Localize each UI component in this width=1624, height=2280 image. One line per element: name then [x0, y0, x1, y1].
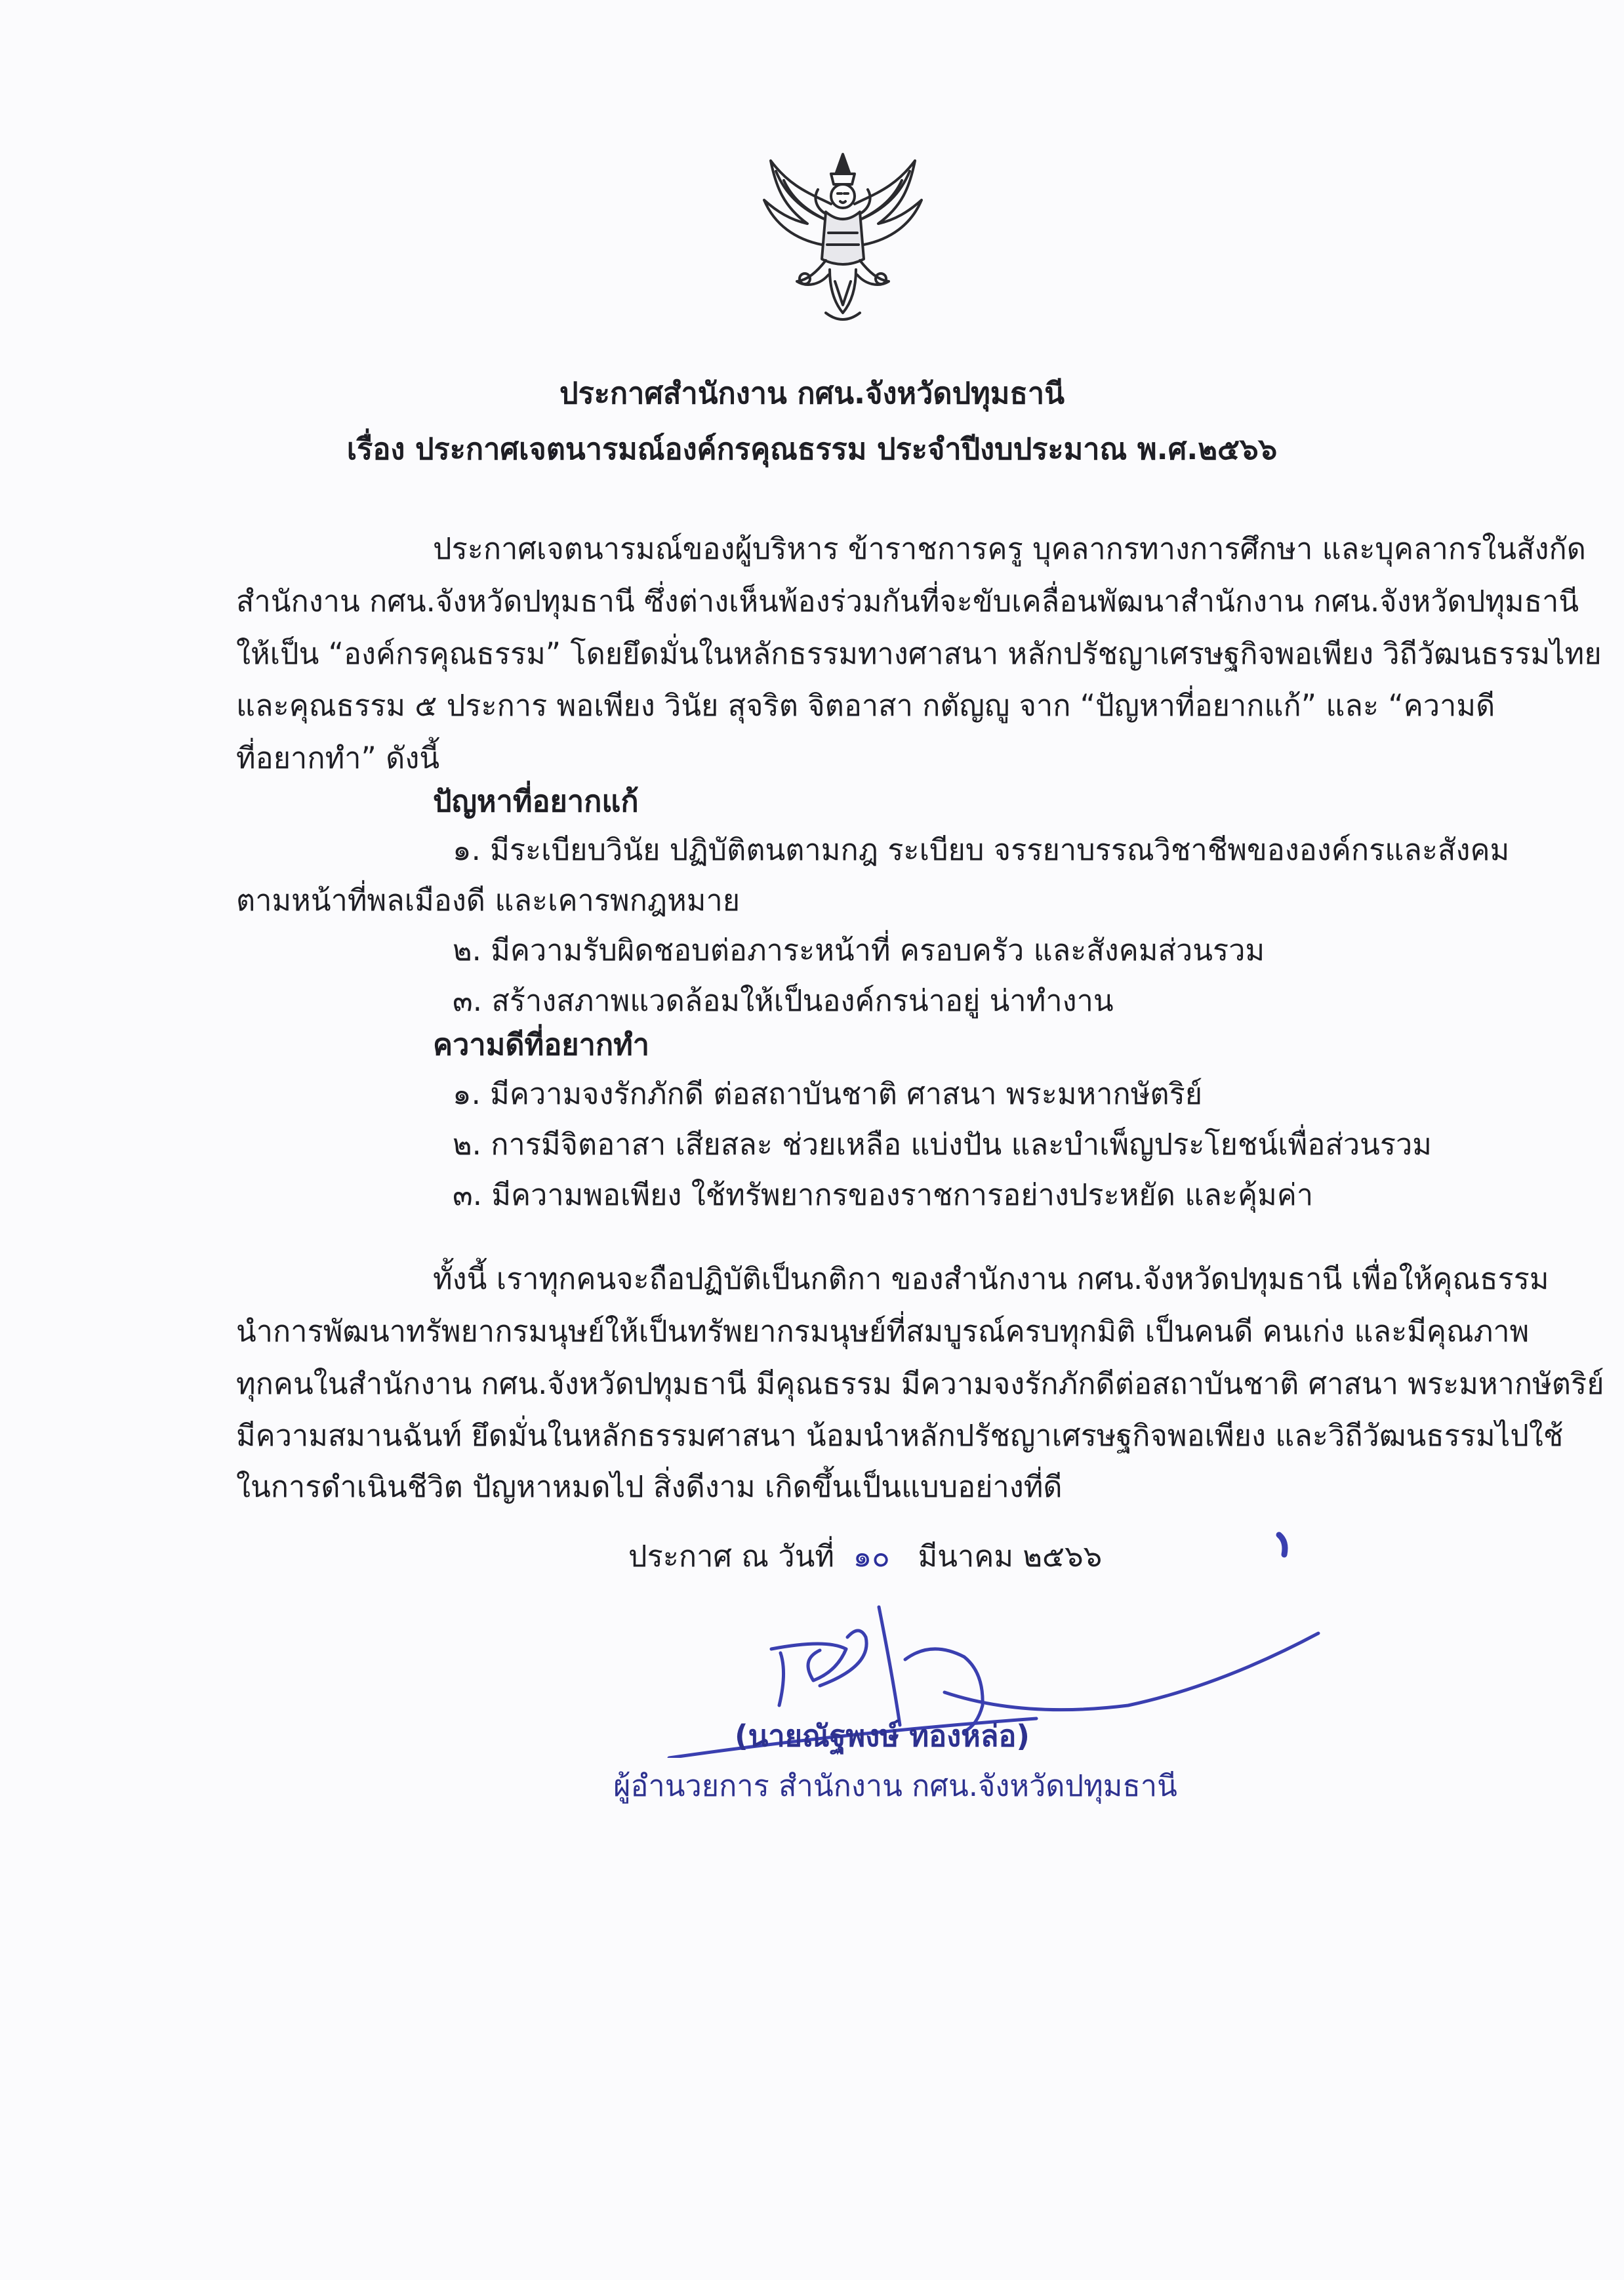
signer-title: ผู้อำนวยการ สำนักงาน กศน.จังหวัดปทุมธานี — [613, 1768, 1177, 1803]
problem-item-3: ๓. สร้างสภาพแวดล้อมให้เป็นองค์กรน่าอยู่ น่าทำงาน — [453, 983, 1114, 1018]
problem-item-1-cont: ตามหน้าที่พลเมืองดี และเคารพกฎหมาย — [236, 883, 741, 918]
date-month-year: มีนาคม ๒๕๖๖ — [918, 1539, 1103, 1574]
signer-name: (นายณัฐพงษ์ ทองหล่อ) — [735, 1719, 1030, 1753]
closing-line-2: นำการพัฒนาทรัพยากรมนุษย์ให้เป็นทรัพยากรมนุษย์ที่สมบูรณ์ครบทุกมิติ เป็นคนดี คนเก่ง และมีคุณภาพ — [236, 1314, 1530, 1349]
good-item-3: ๓. มีความพอเพียง ใช้ทรัพยากรของราชการอย่างประหยัด และคุ้มค่า — [453, 1177, 1314, 1212]
intro-line-4: และคุณธรรม ๕ ประการ พอเพียง วินัย สุจริต จิตอาสา กตัญญู จาก “ปัญหาที่อยากแก้” และ “ความดี — [236, 688, 1495, 723]
problems-heading: ปัญหาที่อยากแก้ — [433, 784, 639, 819]
problem-item-1: ๑. มีระเบียบวินัย ปฏิบัติตนตามกฎ ระเบียบ จรรยาบรรณวิชาชีพขององค์กรและสังคม — [453, 832, 1510, 867]
announcement-subject: เรื่อง ประกาศเจตนารมณ์องค์กรคุณธรรม ประจำปีงบประมาณ พ.ศ.๒๕๖๖ — [346, 432, 1278, 466]
garuda-emblem-icon — [744, 141, 941, 338]
problem-item-2: ๒. มีความรับผิดชอบต่อภาระหน้าที่ ครอบครัว และสังคมส่วนรวม — [453, 933, 1265, 967]
intro-line-2: สำนักงาน กศน.จังหวัดปทุมธานี ซึ่งต่างเห็นพ้องร่วมกันที่จะขับเคลื่อนพัฒนาสำนักงาน กศน.จังหวัดปทุมธานี — [236, 584, 1579, 619]
goods-heading: ความดีที่อยากทำ — [433, 1027, 650, 1062]
good-item-2: ๒. การมีจิตอาสา เสียสละ ช่วยเหลือ แบ่งปัน และบำเพ็ญประโยชน์เพื่อส่วนรวม — [453, 1127, 1432, 1162]
good-item-1: ๑. มีความจงรักภักดี ต่อสถาบันชาติ ศาสนา พระมหากษัตริย์ — [453, 1076, 1203, 1111]
date-day: ๑๐ — [853, 1539, 890, 1574]
intro-line-5: ที่อยากทำ” ดังนี้ — [236, 741, 440, 775]
closing-line-5: ในการดำเนินชีวิต ปัญหาหมดไป สิ่งดีงาม เกิดขึ้นเป็นแบบอย่างที่ดี — [236, 1469, 1063, 1504]
announcement-org-title: ประกาศสำนักงาน กศน.จังหวัดปทุมธานี — [559, 376, 1065, 411]
intro-line-3: ให้เป็น “องค์กรคุณธรรม” โดยยึดมั่นในหลักธรรมทางศาสนา หลักปรัชญาเศรษฐกิจพอเพียง วิถีวัฒนธรรมไทย — [236, 636, 1602, 671]
date-prefix: ประกาศ ณ วันที่ — [628, 1539, 835, 1574]
closing-line-3: ทุกคนในสำนักงาน กศน.จังหวัดปทุมธานี มีคุณธรรม มีความจงรักภักดีต่อสถาบันชาติ ศาสนา พระมหากษัตริย์ — [236, 1366, 1604, 1401]
closing-line-1: ทั้งนี้ เราทุกคนจะถือปฏิบัติเป็นกติกา ของสำนักงาน กศน.จังหวัดปทุมธานี เพื่อให้คุณธรรม — [433, 1261, 1549, 1296]
closing-line-4: มีความสมานฉันท์ ยึดมั่นในหลักธรรมศาสนา น้อมนำหลักปรัชญาเศรษฐกิจพอเพียง และวิถีวัฒนธรรมไปใช้ — [236, 1418, 1564, 1453]
intro-line-1: ประกาศเจตนารมณ์ของผู้บริหาร ข้าราชการครู บุคลากรทางการศึกษา และบุคลากรในสังกัด — [433, 531, 1586, 566]
